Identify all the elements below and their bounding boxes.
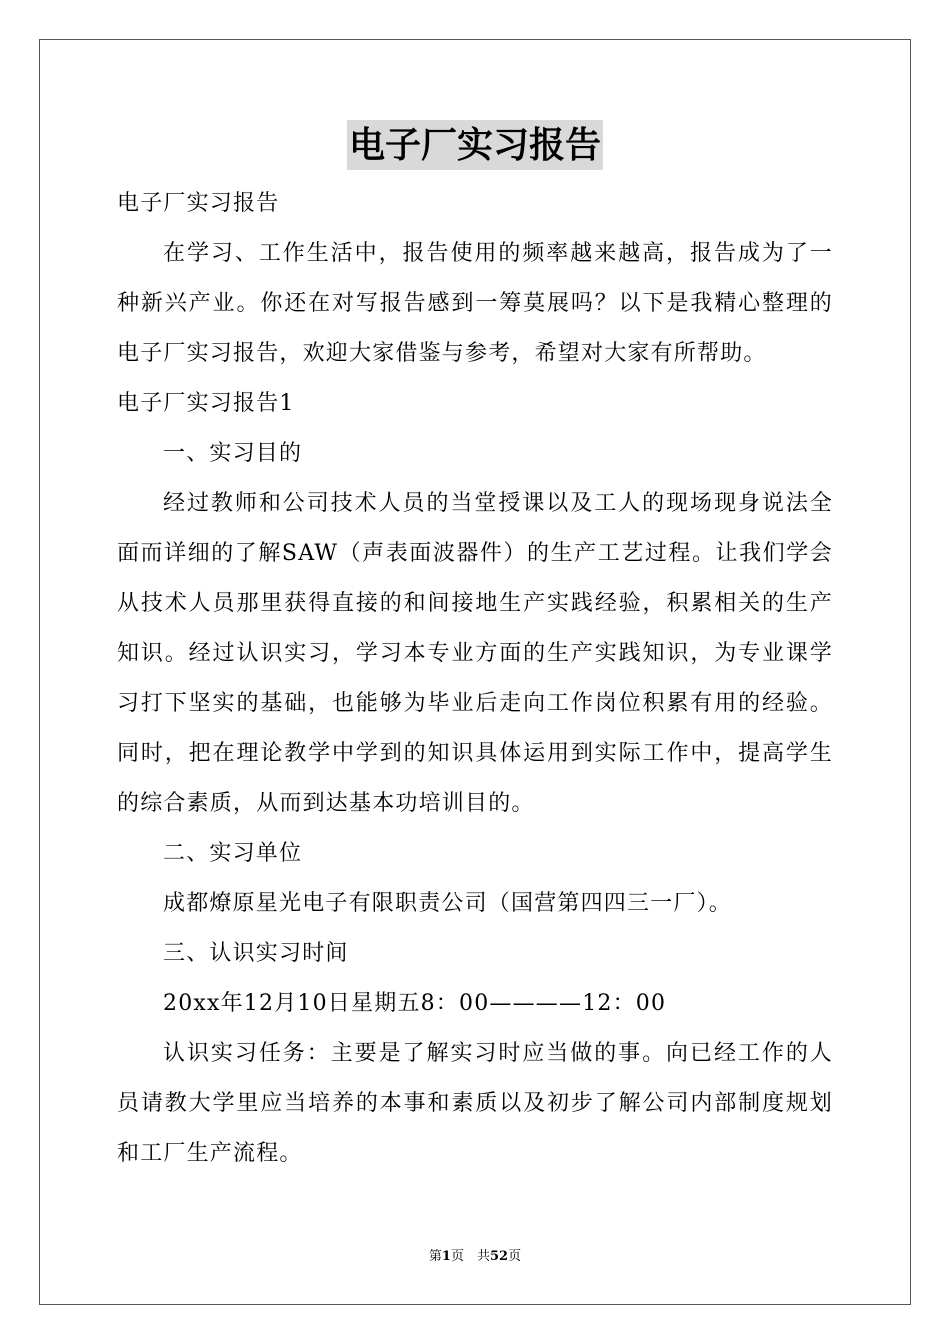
section-heading-time: 三、认识实习时间 [163, 941, 349, 966]
footer-page-current: 1 [441, 1249, 451, 1264]
paragraph-time: 20xx年12月10日星期五8：00————12：00 [163, 991, 667, 1016]
paragraph-purpose: 经过教师和公司技术人员的当堂授课以及工人的现场现身说法全面而详细的了解SAW（声表面波器件）的生产工艺过程。让我们学会从技术人员那里获得直接的和间接地生产实践经验，积累相关的生产知识。经过认识实习，学习本专业方面的生产实践知识，为专业课学习打下坚实的基础，也能够为毕业后走向工作岗位积累有用的经验。同时，把在理论教学中学到的知识具体运用到实际工作中，提高学生的综合素质，从而到达基本功培训目的。 [117, 491, 833, 816]
document-body [117, 179, 833, 1179]
footer-mid: 页 共 [450, 1249, 490, 1264]
paragraph-intro: 在学习、工作生活中，报告使用的频率越来越高，报告成为了一种新兴产业。你还在对写报告感到一筹莫展吗？以下是我精心整理的电子厂实习报告，欢迎大家借鉴与参考，希望对大家有所帮助。 [117, 241, 833, 366]
paragraph-heading: 电子厂实习报告 [117, 191, 280, 216]
page-footer [0, 1248, 950, 1266]
footer-suffix: 页 [508, 1249, 522, 1264]
section-heading-unit: 二、实习单位 [163, 841, 303, 866]
footer-page-total: 52 [489, 1249, 509, 1264]
title-container [0, 120, 950, 170]
paragraph-task: 认识实习任务：主要是了解实习时应当做的事。向已经工作的人员请教大学里应当培养的本事和素质以及初步了解公司内部制度规划和工厂生产流程。 [117, 1041, 833, 1166]
paragraph-report-title: 电子厂实习报告1 [117, 391, 295, 416]
section-heading-purpose: 一、实习目的 [163, 441, 303, 466]
footer-prefix: 第 [428, 1249, 442, 1264]
paragraph-unit: 成都燎原星光电子有限职责公司（国营第四四三一厂）。 [163, 891, 733, 916]
document-title: 电子厂实习报告 [347, 120, 603, 170]
